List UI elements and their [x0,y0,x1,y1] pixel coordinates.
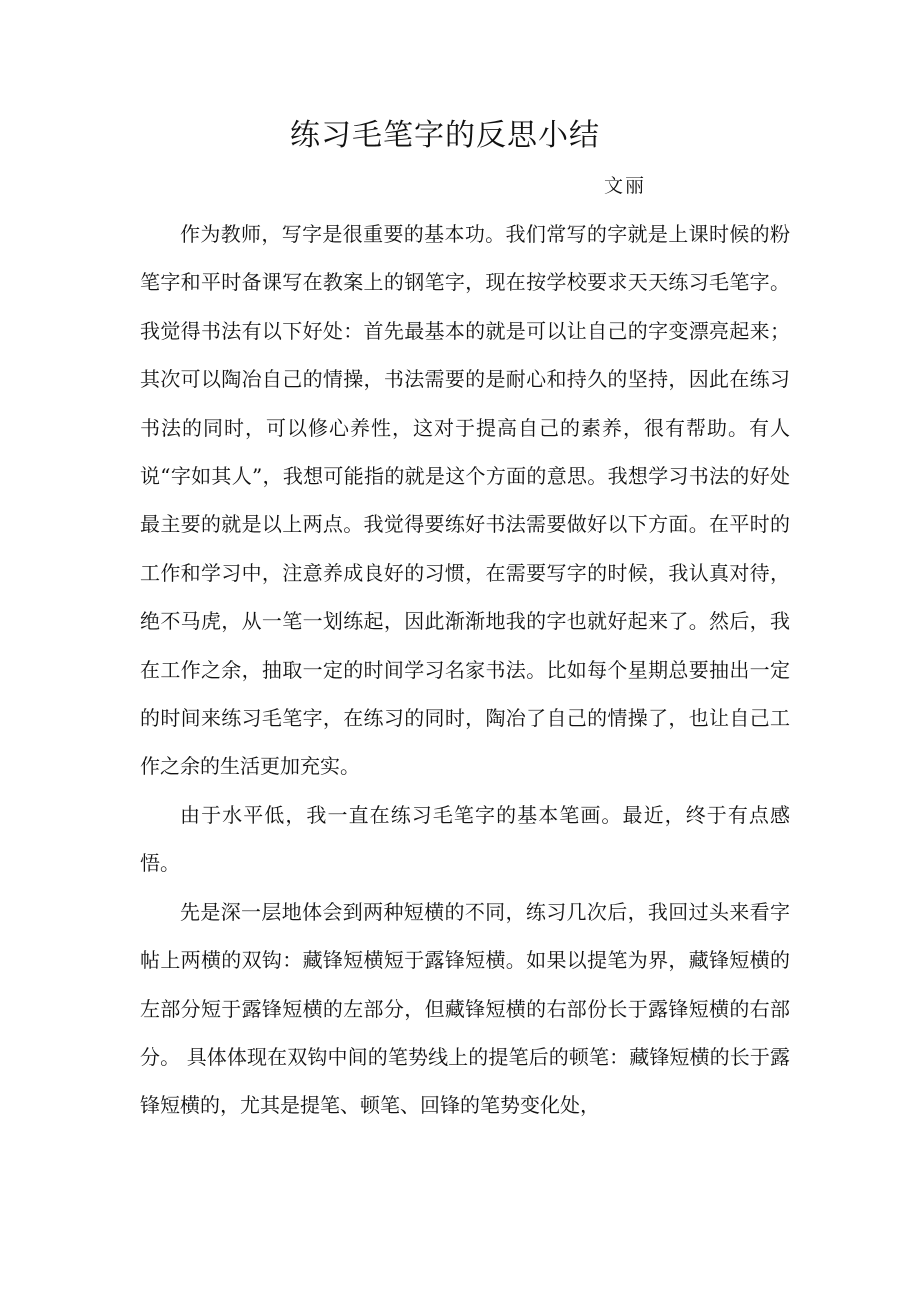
body-paragraph-1: 作为教师，写字是很重要的基本功。我们常写的字就是上课时候的粉笔字和平时备课写在教案上的钢笔字，现在按学校要求天天练习毛笔字。我觉得书法有以下好处：首先最基本的就是可以让自己的字变漂亮起来；其次可以陶冶自己的情操，书法需要的是耐心和持久的坚持，因此在练习书法的同时，可以修心养性，这对于提高自己的素养，很有帮助。有人说“字如其人”，我想可能指的就是这个方面的意思。我想学习书法的好处最主要的就是以上两点。我觉得要练好书法需要做好以下方面。在平时的工作和学习中，注意养成良好的习惯，在需要写字的时候，我认真对待，绝不马虎，从一笔一划练起，因此渐渐地我的字也就好起来了。然后，我在工作之余，抽取一定的时间学习名家书法。比如每个星期总要抽出一定的时间来练习毛笔字，在练习的同时，陶冶了自己的情操了，也让自己工作之余的生活更加充实。 [140,222,790,779]
author-name: 文丽 [604,175,647,197]
document-title: 练习毛笔字的反思小结 [290,118,600,153]
body-paragraph-2: 由于水平低，我一直在练习毛笔字的基本笔画。最近，终于有点感悟。 [140,802,790,876]
body-paragraph-3: 先是深一层地体会到两种短横的不同，练习几次后，我回过头来看字帖上两横的双钩：藏锋短横短于露锋短横。如果以提笔为界，藏锋短横的左部分短于露锋短横的左部分，但藏锋短横的右部份长于露锋短横的右部分。 具体体现在双钩中间的笔势线上的提笔后的顿笔：藏锋短横的长于露锋短横的，尤其是提笔、顿笔、回锋的笔势变化处， [140,899,790,1118]
document-body [140,210,790,1130]
